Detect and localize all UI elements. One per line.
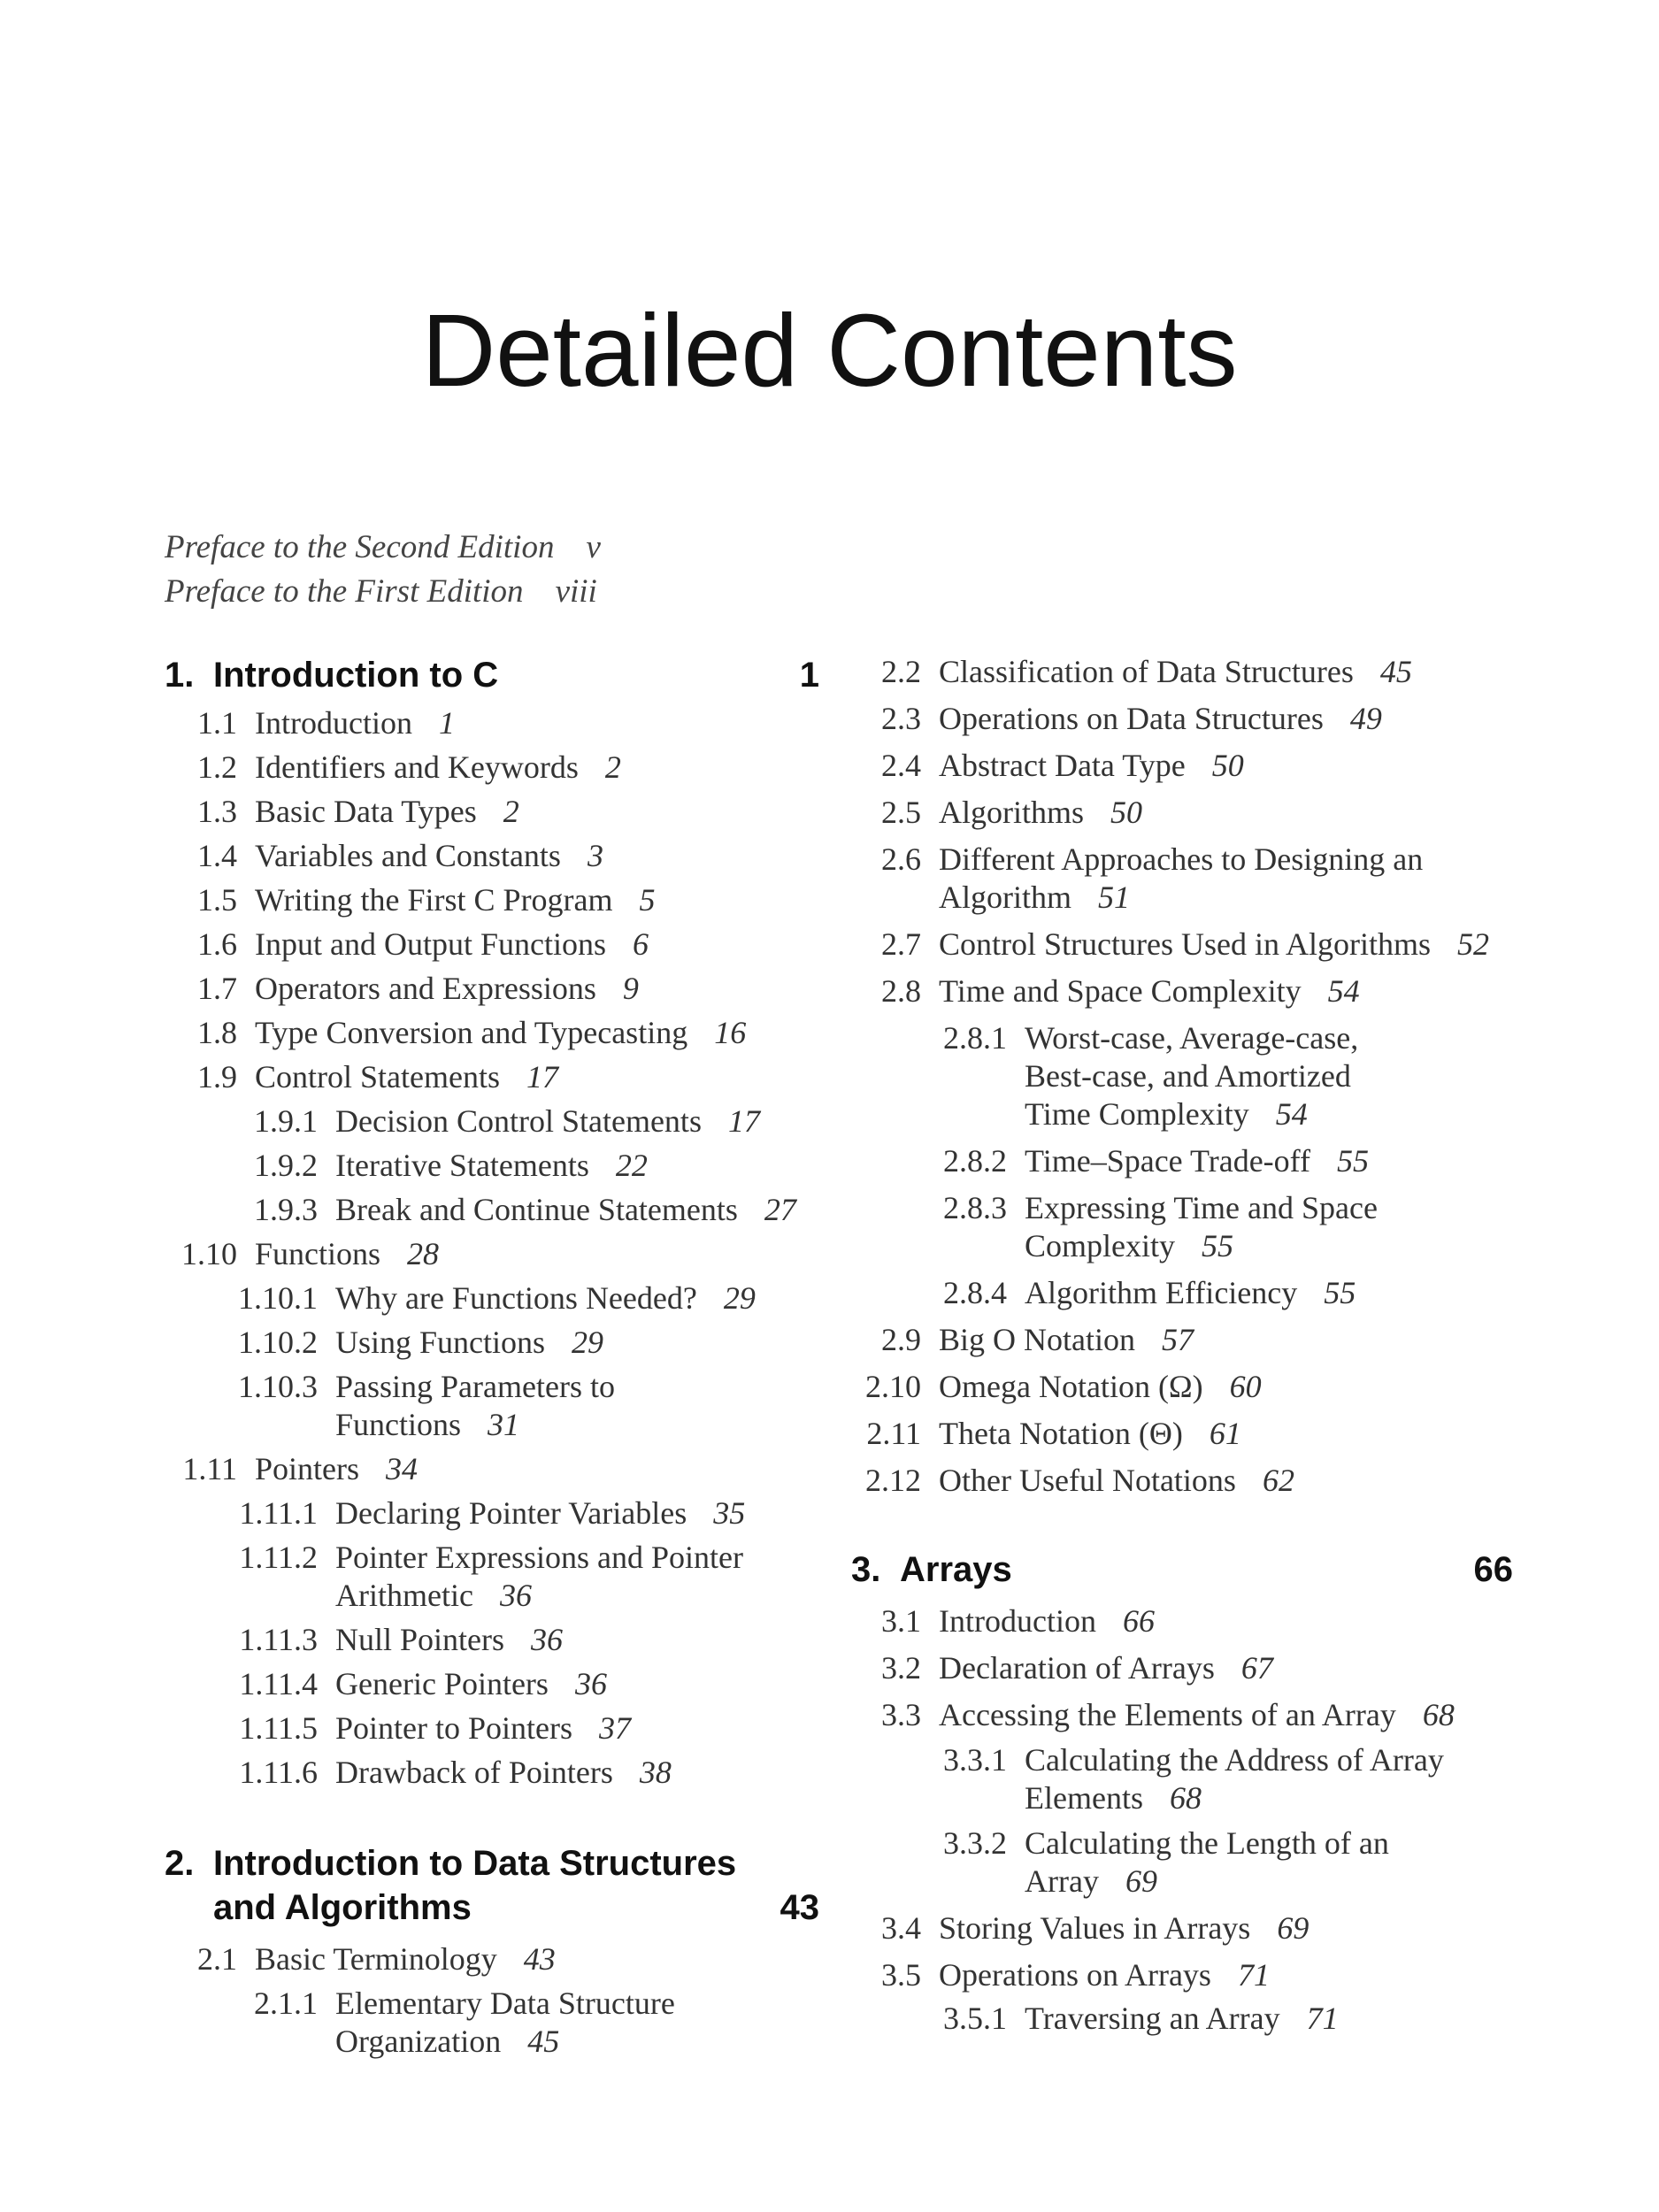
section-number: 2.8.3 [943,1190,1007,1225]
section-title: Algorithm Efficiency [1025,1275,1298,1310]
toc-entry[interactable] [165,1494,819,1532]
section-page: 27 [764,1192,796,1227]
section-page: 9 [622,971,639,1006]
section-number: 2.1.1 [254,1985,318,2021]
section-title: Elementary Data Structure Organization [335,1985,675,2059]
section-page: 36 [531,1622,564,1657]
toc-entry[interactable] [851,1142,1513,1180]
section-page: 66 [1122,1603,1155,1639]
section-title: Omega Notation (Ω) [939,1369,1203,1404]
toc-entry[interactable] [851,1956,1513,1994]
section-page: 57 [1162,1322,1194,1357]
toc-entry[interactable] [165,1665,819,1703]
section-title: Time and Space Complexity [939,973,1302,1009]
section-number: 3.1 [881,1603,921,1639]
toc-entry[interactable] [851,1415,1513,1453]
section-page: 62 [1262,1463,1294,1498]
section-number: 1.1 [197,705,237,741]
toc-entry[interactable] [851,972,1513,1010]
section-page: 45 [527,2024,560,2059]
section-number: 2.2 [881,654,921,689]
section-title: Input and Output Functions [255,926,606,962]
toc-entry[interactable] [851,1649,1513,1687]
section-number: 1.10.1 [238,1280,318,1316]
section-title: Basic Data Types [255,794,477,829]
section-number: 1.9.1 [254,1103,318,1139]
section-number: 2.8.4 [943,1275,1007,1310]
toc-entry[interactable] [165,1147,819,1185]
toc-entry[interactable] [851,700,1513,738]
section-page: 38 [639,1755,672,1790]
section-title: Iterative Statements [335,1148,589,1183]
section-number: 2.11 [866,1416,921,1451]
section-number: 3.5 [881,1957,921,1993]
section-title: Introduction [255,705,412,741]
section-number: 2.3 [881,701,921,736]
toc-entry[interactable] [165,1014,819,1052]
section-number: 3.2 [881,1650,921,1686]
section-page: 3 [587,838,603,873]
section-title: Theta Notation (Θ) [939,1416,1183,1451]
section-title: Control Statements [255,1059,500,1094]
section-title: Operators and Expressions [255,971,596,1006]
section-number: 1.9.3 [254,1192,318,1227]
section-number: 1.6 [197,926,237,962]
section-page: 50 [1110,795,1143,830]
chapter-number: 1. [165,656,195,695]
section-title: Drawback of Pointers [335,1755,613,1790]
toc-entry[interactable] [165,793,819,831]
section-title: Generic Pointers [335,1666,549,1701]
toc-entry[interactable] [165,881,819,919]
toc-column-right [851,653,1513,2038]
toc-entry[interactable] [165,1058,819,1096]
preface-entry[interactable] [165,570,601,614]
toc-entry[interactable] [851,1189,1513,1265]
toc-entry[interactable] [851,1824,1513,1901]
section-number: 3.3.1 [943,1742,1007,1778]
section-title: Classification of Data Structures [939,654,1354,689]
section-number: 1.11.1 [239,1495,318,1531]
toc-entry[interactable] [165,1450,819,1488]
toc-entry[interactable] [165,704,819,742]
section-number: 1.7 [197,971,237,1006]
toc-entry[interactable] [851,794,1513,832]
section-title: Other Useful Notations [939,1463,1236,1498]
section-title: Break and Continue Statements [335,1192,738,1227]
section-page: 50 [1211,748,1244,783]
section-page: 16 [714,1015,747,1050]
toc-entry[interactable] [851,1696,1513,1734]
preface-title: Preface to the First Edition [165,573,524,610]
section-number: 1.10.2 [238,1325,318,1360]
preface-entry[interactable] [165,526,601,570]
section-number: 1.10.3 [238,1369,318,1404]
toc-entry[interactable] [851,1274,1513,1312]
section-number: 1.11.5 [239,1710,318,1746]
section-page: 55 [1202,1228,1233,1263]
chapter-title: Introduction to C [213,656,499,695]
section-page: 29 [572,1325,604,1360]
toc-entry[interactable] [851,2000,1513,2038]
section-page: 71 [1237,1957,1270,1993]
toc-entry[interactable] [851,1741,1513,1817]
section-page: 2 [604,749,621,785]
toc-entry[interactable] [165,970,819,1008]
chapter-title: Arrays [900,1550,1012,1589]
section-title: Passing Parameters to Functions [335,1369,615,1442]
section-page: 68 [1169,1780,1202,1816]
section-page: 60 [1229,1369,1262,1404]
section-title: Type Conversion and Typecasting [255,1015,688,1050]
section-number: 2.8.1 [943,1020,1007,1056]
section-number: 1.11.6 [239,1755,318,1790]
section-number: 1.4 [197,838,237,873]
toc-entry[interactable] [165,1985,819,2061]
chapter-page: 66 [1473,1550,1513,1589]
section-title: Traversing an Array [1025,2001,1280,2036]
toc-entry[interactable] [165,1279,819,1317]
section-title: Accessing the Elements of an Array [939,1697,1396,1732]
preface-page: v [586,529,601,565]
toc-entry[interactable] [165,1940,819,1978]
chapter-heading[interactable] [851,1548,1513,1592]
section-page: 61 [1209,1416,1241,1451]
section-title: Time–Space Trade-off [1025,1143,1310,1179]
section-title: Algorithms [939,795,1085,830]
section-page: 69 [1277,1910,1310,1946]
section-title: Calculating the Length of an Array [1025,1825,1389,1899]
chapter-number: 2. [165,1844,195,1883]
section-title: Operations on Arrays [939,1957,1211,1993]
section-number: 1.11.3 [239,1622,318,1657]
toc-entry[interactable] [851,747,1513,785]
section-page: 43 [523,1941,556,1977]
toc-entry[interactable] [165,1191,819,1229]
section-title: Identifiers and Keywords [255,749,579,785]
section-page: 51 [1098,879,1130,915]
preface-title: Preface to the Second Edition [165,529,555,565]
toc-entry[interactable] [165,1539,819,1615]
section-title: Null Pointers [335,1622,505,1657]
section-page: 54 [1327,973,1360,1009]
section-number: 2.9 [881,1322,921,1357]
section-number: 2.12 [865,1463,921,1498]
chapter-number: 3. [851,1550,881,1589]
section-page: 67 [1240,1650,1273,1686]
section-number: 2.8 [881,973,921,1009]
section-number: 2.10 [865,1369,921,1404]
section-number: 1.10 [181,1236,237,1271]
section-number: 2.4 [881,748,921,783]
toc-entry[interactable] [851,926,1513,964]
section-number: 3.3 [881,1697,921,1732]
section-title: Different Approaches to Designing an Algorithm [939,841,1424,915]
toc-entry[interactable] [165,1621,819,1659]
toc-entry[interactable] [165,1754,819,1792]
section-title: Declaring Pointer Variables [335,1495,687,1531]
section-title: Pointer to Pointers [335,1710,572,1746]
section-title: Decision Control Statements [335,1103,702,1139]
section-number: 2.5 [881,795,921,830]
section-page: 22 [615,1148,648,1183]
section-page: 5 [639,882,656,918]
section-title: Worst-case, Average-case, Best-case, and Amortized Time Complexity [1025,1020,1359,1132]
section-number: 1.2 [197,749,237,785]
section-number: 3.3.2 [943,1825,1007,1861]
section-title: Storing Values in Arrays [939,1910,1251,1946]
section-title: Pointer Expressions and Pointer Arithmetic [335,1540,743,1613]
toc-entry[interactable] [851,841,1513,917]
chapter-heading[interactable] [165,1841,819,1930]
section-page: 17 [526,1059,558,1094]
section-page: 35 [713,1495,746,1531]
preface-list [165,526,601,614]
section-page: 71 [1306,2001,1339,2036]
toc-entry[interactable] [851,1019,1513,1133]
section-page: 6 [632,926,649,962]
chapter-title: Introduction to Data Structures and Algorithms [213,1844,737,1927]
section-page: 2 [503,794,519,829]
section-page: 55 [1337,1143,1369,1179]
chapter-page: 1 [799,656,819,695]
section-title: Abstract Data Type [939,748,1186,783]
toc-entry[interactable] [165,1709,819,1747]
chapter-page: 43 [780,1888,819,1927]
section-number: 2.8.2 [943,1143,1007,1179]
section-number: 1.11 [182,1451,237,1486]
section-number: 1.5 [197,882,237,918]
section-title: Calculating the Address of Array Elements [1025,1742,1444,1816]
toc-entry[interactable] [165,1102,819,1141]
section-page: 36 [499,1578,532,1613]
section-number: 2.7 [881,926,921,962]
section-page: 28 [407,1236,440,1271]
toc-entry[interactable] [165,1368,819,1444]
section-title: Expressing Time and Space Complexity [1025,1190,1378,1263]
page-title: Detailed Contents [421,293,1238,408]
toc-entry[interactable] [851,1462,1513,1500]
section-title: Pointers [255,1451,360,1486]
section-number: 1.8 [197,1015,237,1050]
section-page: 29 [723,1280,756,1316]
section-number: 2.6 [881,841,921,877]
section-page: 52 [1456,926,1489,962]
toc-entry[interactable] [851,653,1513,691]
section-number: 2.1 [197,1941,237,1977]
section-page: 49 [1349,701,1382,736]
section-page: 68 [1422,1697,1455,1732]
section-number: 1.11.2 [239,1540,318,1575]
section-page: 1 [438,705,455,741]
toc-entry[interactable] [165,1324,819,1362]
section-page: 34 [386,1451,419,1486]
section-number: 3.5.1 [943,2001,1007,2036]
section-title: Control Structures Used in Algorithms [939,926,1431,962]
toc-entry[interactable] [851,1909,1513,1947]
section-number: 1.9 [197,1059,237,1094]
section-title: Variables and Constants [255,838,561,873]
toc-entry[interactable] [165,837,819,875]
preface-page: viii [555,573,597,610]
toc-entry[interactable] [851,1368,1513,1406]
toc-entry[interactable] [165,926,819,964]
section-title: Big O Notation [939,1322,1135,1357]
section-number: 1.11.4 [239,1666,318,1701]
section-title: Functions [255,1236,381,1271]
toc-column-left [165,653,819,2061]
section-page: 36 [574,1666,607,1701]
section-title: Basic Terminology [255,1941,497,1977]
toc-entry[interactable] [851,1602,1513,1640]
toc-entry[interactable] [851,1321,1513,1359]
section-number: 1.3 [197,794,237,829]
section-page: 55 [1324,1275,1356,1310]
section-number: 1.9.2 [254,1148,318,1183]
section-page: 54 [1275,1096,1308,1132]
toc-entry[interactable] [165,1235,819,1273]
section-page: 31 [488,1407,520,1442]
section-title: Operations on Data Structures [939,701,1324,736]
section-number: 3.4 [881,1910,921,1946]
section-title: Introduction [939,1603,1096,1639]
section-title: Using Functions [335,1325,546,1360]
section-page: 37 [599,1710,631,1746]
toc-entry[interactable] [165,749,819,787]
section-title: Why are Functions Needed? [335,1280,697,1316]
section-page: 17 [727,1103,760,1139]
section-title: Declaration of Arrays [939,1650,1215,1686]
section-page: 45 [1379,654,1412,689]
section-page: 69 [1125,1863,1157,1899]
chapter-heading[interactable] [165,653,819,697]
section-title: Writing the First C Program [255,882,613,918]
